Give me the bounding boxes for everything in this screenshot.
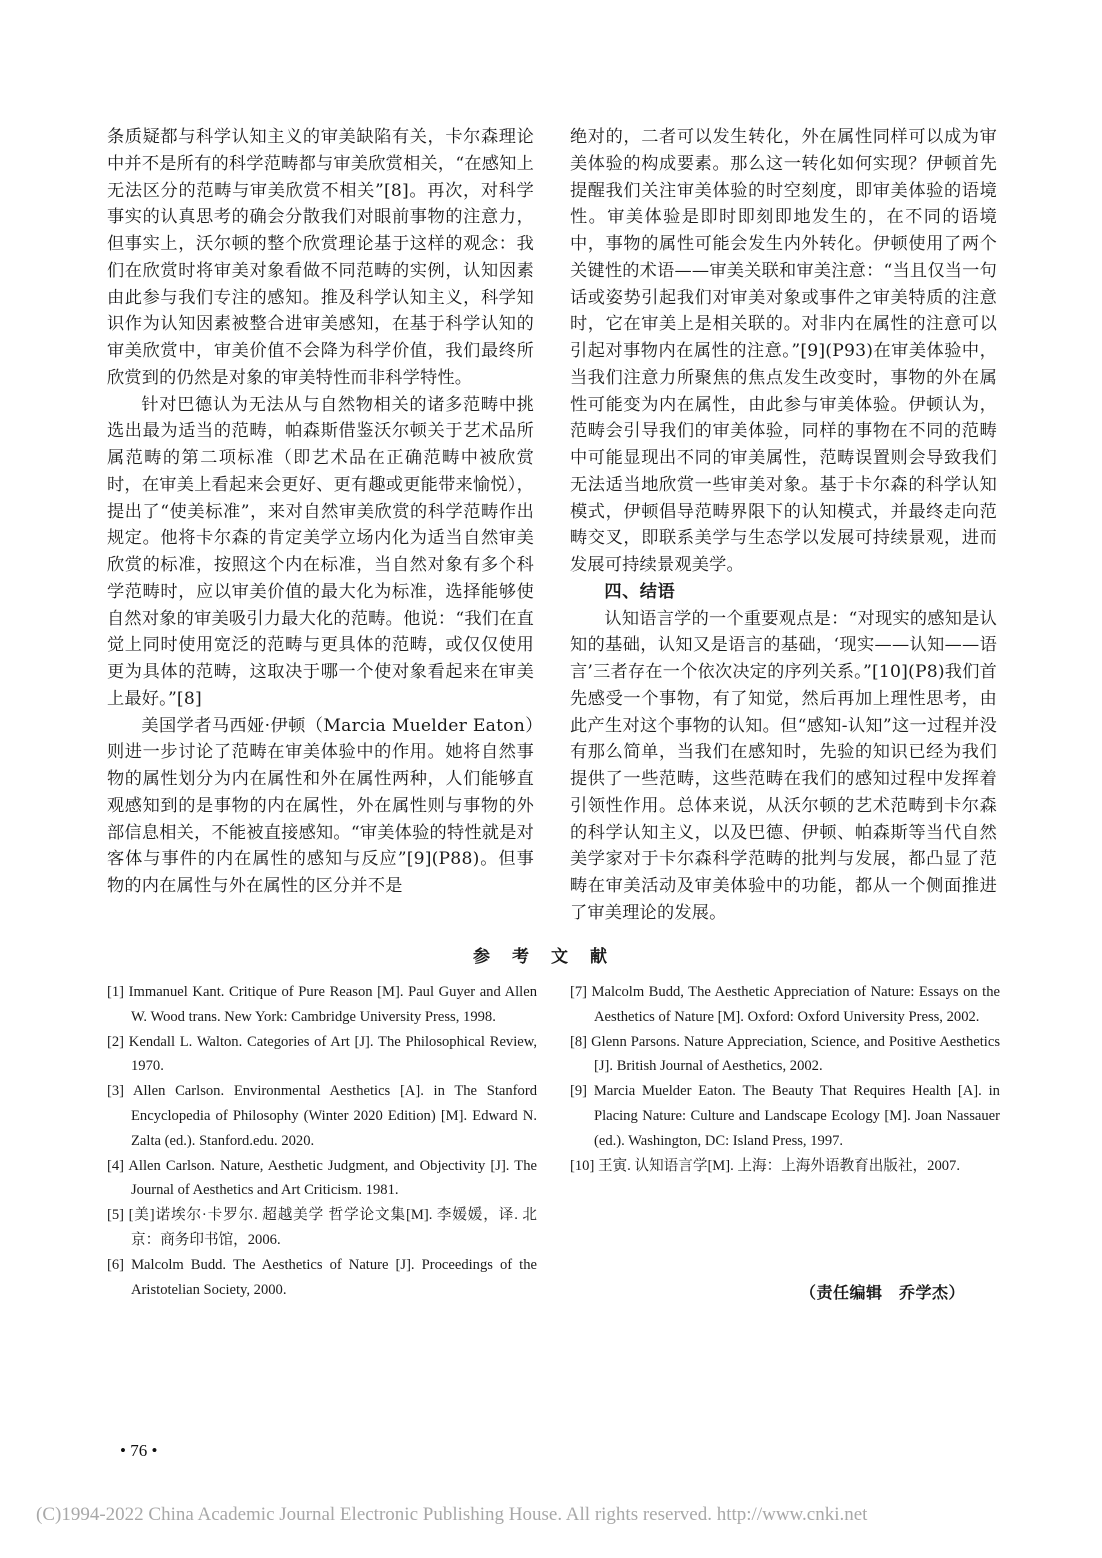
right-column [570,124,997,927]
reference-number: [7] [570,984,588,1000]
reference-item [570,980,1000,1030]
section-heading: 四、结语 [604,581,676,602]
responsible-editor: （责任编辑 乔学杰） [800,1283,966,1302]
reference-item [107,1253,537,1303]
reference-text: Allen Carlson. Environmental Aesthetics [A]. in The Stanford Encyclopedia of Philosophy (Winter 2020 Edition) [M]. Edward N. Zalta (ed.). Stanford.edu. 2020. [131,1083,537,1149]
reference-text: 王寅. 认知语言学[M]. 上海：上海外语教育出版社，2007. [597,1157,960,1174]
reference-item [107,1030,537,1080]
reference-number: [3] [107,1083,125,1100]
reference-text: Immanuel Kant. Critique of Pure Reason [M]. Paul Guyer and Allen W. Wood trans. New York: Cambridge University Press, 1998. [128,984,537,1025]
reference-number: [5] [107,1207,125,1224]
reference-item [570,1154,1000,1179]
reference-item [570,1079,1000,1153]
reference-number: [6] [107,1256,125,1273]
reference-item [570,1030,1000,1080]
body-paragraph: 条质疑都与科学认知主义的审美缺陷有关，卡尔森理论中并不是所有的科学范畴都与审美欣赏相关，“在感知上无法区分的范畴与审美欣赏不相关”[8]。再次，对科学事实的认真思考的确会分散我们对眼前事物的注意力，但事实上，沃尔顿的整个欣赏理论基于这样的观念：我们在欣赏时将审美对象看做不同范畴的实例，认知因素由此参与我们专注的感知。推及科学认知主义，科学知识作为认知因素被整合进审美感知，在基于科学认知的审美欣赏中，审美价值不会降为科学价值，我们最终所欣赏到的仍然是对象的审美特性而非科学特性。 [107,127,534,388]
left-column [107,124,534,900]
reference-number: [8] [570,1033,588,1050]
body-paragraph: 绝对的，二者可以发生转化，外在属性同样可以成为审美体验的构成要素。那么这一转化如何实现？伊顿首先提醒我们关注审美体验的时空刻度，即审美体验的语境性。审美体验是即时即刻即地发生的，在不同的语境中，事物的属性可能会发生内外转化。伊顿使用了两个关键性的术语——审美关联和审美注意：“当且仅当一句话或姿势引起我们对审美对象或事件之审美特质的注意时，它在审美上是相关联的。对非内在属性的注意可以引起对事物内在属性的注意。”[9](P93)在审美体验中，当我们注意力所聚焦的焦点发生改变时，事物的外在属性可能变为内在属性，由此参与审美体验。伊顿认为，范畴会引导我们的审美体验，同样的事物在不同的范畴中可能显现出不同的审美属性，范畴误置则会导致我们无法适当地欣赏一些审美对象。基于卡尔森的科学认知模式，伊顿倡导范畴界限下的认知模式，并最终走向范畴交叉，即联系美学与生态学以发展可持续景观，进而发展可持续景观美学。 [570,127,997,575]
reference-number: [10] [570,1157,595,1174]
reference-item [107,1154,537,1204]
reference-text: [美]诺埃尔·卡罗尔. 超越美学 哲学论文集[M]. 李媛媛，译. 北京：商务印书馆，2006. [128,1207,537,1248]
references-title: 参考文献 [473,947,629,967]
references-list-left [107,980,537,1302]
page-number: • 76 • [120,1441,158,1460]
references-list-right [570,980,1000,1178]
reference-number: [9] [570,1083,588,1100]
reference-number: [4] [107,1157,125,1174]
body-paragraph: 美国学者马西娅·伊顿（Marcia Muelder Eaton）则进一步讨论了范畴在审美体验中的作用。她将自然事物的属性划分为内在属性和外在属性两种，人们能够直观感知到的是事物的内在属性，外在属性则与事物的外部信息相关，不能被直接感知。“审美体验的特性就是对客体与事件的内在属性的感知与反应”[9](P88)。但事物的内在属性与外在属性的区分并不是 [107,715,534,896]
reference-item [107,980,537,1030]
reference-text: Malcolm Budd. The Aesthetics of Nature [J]. Proceedings of the Aristotelian Society, 2000. [131,1256,537,1298]
reference-text: Marcia Muelder Eaton. The Beauty That Requires Health [A]. in Placing Nature: Culture and Landscape Ecology [M]. Joan Nassauer (ed.). Washington, DC: Island Press, 1997. [593,1083,1000,1149]
reference-text: Allen Carlson. Nature, Aesthetic Judgment, and Objectivity [J]. The Journal of Aesthetics and Art Criticism. 1981. [128,1157,537,1199]
reference-item [107,1079,537,1153]
copyright-footer: (C)1994-2022 China Academic Journal Electronic Publishing House. All rights reserved. http://www.cnki.net [36,1504,868,1525]
body-paragraph: 针对巴德认为无法从与自然物相关的诸多范畴中挑选出最为适当的范畴，帕森斯借鉴沃尔顿关于艺术品所属范畴的第二项标准（即艺术品在正确范畴中被欣赏时，在审美上看起来会更好、更有趣或更能带来愉悦），提出了“使美标准”，来对自然审美欣赏的科学范畴作出规定。他将卡尔森的肯定美学立场内化为适当自然审美欣赏的标准，按照这个内在标准，当自然对象有多个科学范畴时，应以审美价值的最大化为标准，选择能够使自然对象的审美吸引力最大化的范畴。他说：“我们在直觉上同时使用宽泛的范畴与更具体的范畴，或仅仅使用更为具体的范畴，这取决于哪一个使对象看起来在审美上最好。”[8] [107,394,534,709]
body-paragraph: 认知语言学的一个重要观点是：“对现实的感知是认知的基础，认知又是语言的基础，‘现实——认知——语言’三者存在一个依次决定的序列关系。”[10](P8)我们首先感受一个事物，有了知觉，然后再加上理性思考，由此产生对这个事物的认知。但“感知-认知”这一过程并没有那么简单，当我们在感知时，先验的知识已经为我们提供了一些范畴，这些范畴在我们的感知过程中发挥着引领性作用。总体来说，从沃尔顿的艺术范畴到卡尔森的科学认知主义，以及巴德、伊顿、帕森斯等当代自然美学家对于卡尔森科学范畴的批判与发展，都凸显了范畴在审美活动及审美体验中的功能，都从一个侧面推进了审美理论的发展。 [570,608,997,923]
reference-number: [1] [107,984,125,1000]
reference-item [107,1203,537,1253]
reference-text: Kendall L. Walton. Categories of Art [J]. The Philosophical Review, 1970. [128,1033,537,1075]
reference-number: [2] [107,1033,125,1050]
reference-text: Glenn Parsons. Nature Appreciation, Science, and Positive Aesthetics [J]. British Journal of Aesthetics, 2002. [591,1033,1000,1075]
reference-text: Malcolm Budd, The Aesthetic Appreciation of Nature: Essays on the Aesthetics of Nature [M]. Oxford: Oxford University Press, 2002. [591,984,1000,1025]
